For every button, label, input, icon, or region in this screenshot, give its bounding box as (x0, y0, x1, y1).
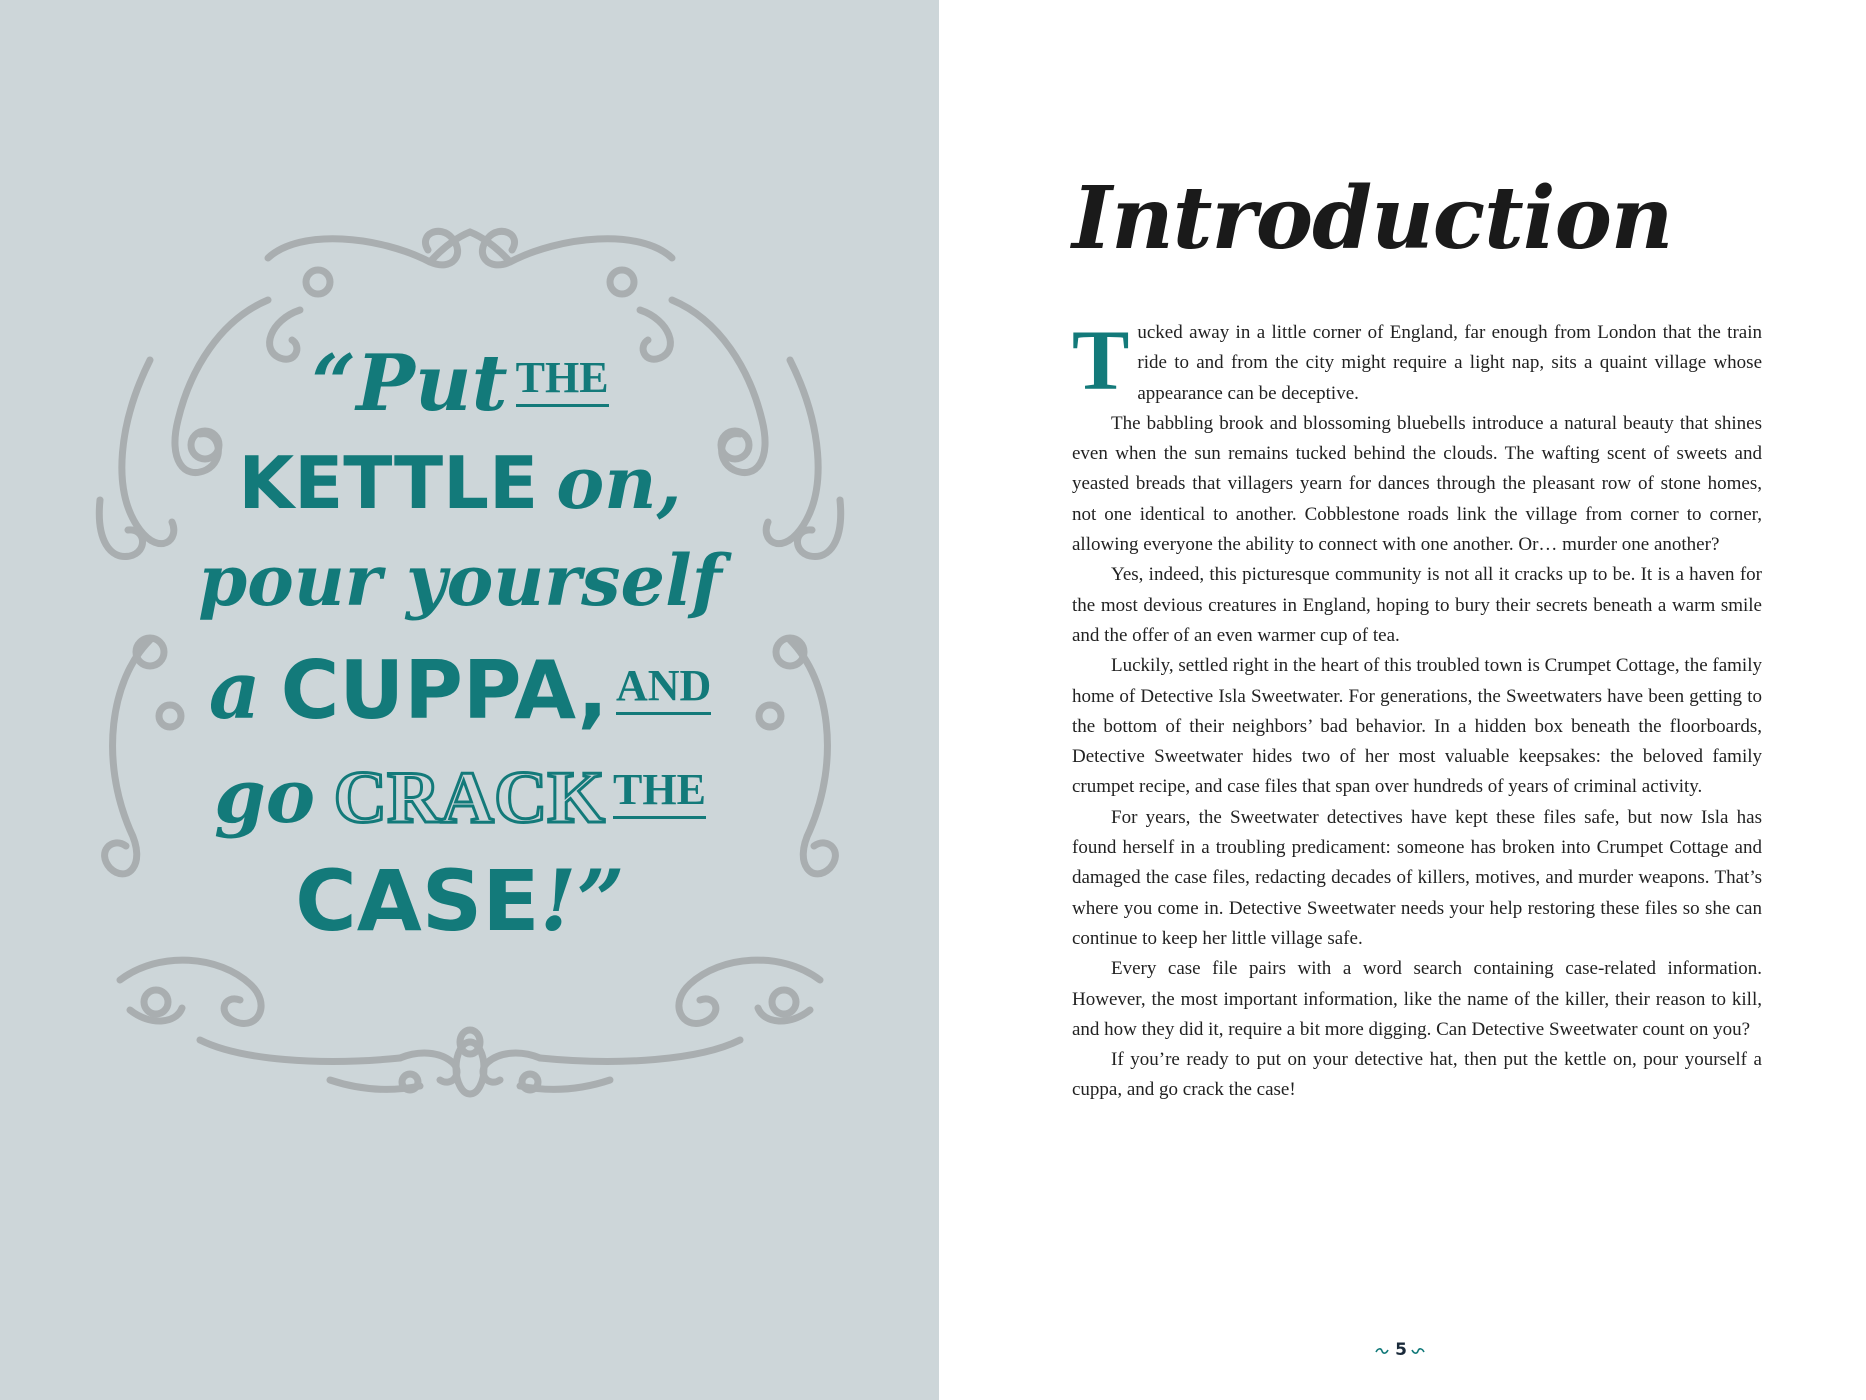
paragraph: The babbling brook and blossoming bluebells introduce a natural beauty that shines even when the sun remains tucked behind the clouds. The wafting scent of sweets and yeasted breads that villagers yearn for dances through the pleasant row of stone homes, not one identical to another. Cobblestone roads link the village from corner to corner, allowing everyone the ability to connect with one another. Or… murder one another? (1072, 412, 1762, 556)
quote-text: a (208, 643, 261, 737)
drop-cap: T (1072, 312, 1130, 408)
paragraph: Every case file pairs with a word search containing case-related information. However, the most important information, like the name of the killer, their reason to kill, and how they did it, require a bit more digging. Can Detective Sweetwater count on you? (1072, 958, 1762, 1040)
swirl-ornament-icon (1411, 1347, 1425, 1355)
quote-line-4 (150, 643, 770, 737)
paragraph: For years, the Sweetwater detectives have kept these files safe, but now Isla has found herself in a troubling predicament: someone has broken into Crumpet Cottage and damaged the case files, redacting decades of killers, motives, and murder weapons. That’s where you come in. Detective Sweetwater needs your help restoring these files so she can continue to keep her little village safe. (1072, 806, 1762, 949)
paragraph-text: ucked away in a little corner of England, far enough from London that the train ride to and from the city might require a light nap, sits a quaint village whose appearance can be deceptive. (1137, 322, 1762, 404)
paragraph (1072, 312, 1762, 409)
paragraph: If you’re ready to put on your detective hat, then put the kettle on, pour yourself a cuppa, and go crack the case! (1072, 1049, 1762, 1101)
quote-line-5 (150, 754, 770, 840)
quote-text: !” (539, 851, 625, 950)
quote-text: THE (613, 765, 706, 819)
page-title: Introduction (1072, 168, 1673, 269)
quote-text: CUPPA, (280, 644, 608, 737)
quote-text: KETTLE (238, 441, 539, 525)
quote-text: “Put (311, 338, 508, 429)
quote-text: CRACK (333, 757, 605, 839)
introduction-body (1072, 312, 1762, 1106)
quote-text: on, (556, 440, 682, 525)
quote-line-6 (150, 851, 770, 950)
pull-quote (150, 338, 770, 950)
quote-text: go (214, 754, 316, 840)
quote-line-3 (150, 539, 770, 622)
quote-text: AND (616, 661, 711, 715)
page-number: 5 (1395, 1340, 1407, 1360)
quote-line-2 (150, 440, 770, 525)
quote-line-1 (150, 338, 770, 429)
paragraph: Yes, indeed, this picturesque community is not all it cracks up to be. It is a haven for the most devious creatures in England, hoping to bury their secrets beneath a warm smile and the offer of an even warmer cup of tea. (1072, 564, 1762, 646)
quote-text: THE (516, 353, 609, 407)
paragraph: Luckily, settled right in the heart of this troubled town is Crumpet Cottage, the family home of Detective Isla Sweetwater. For generations, the Sweetwaters have been getting to the bottom of their neighbors’ bad behavior. In a hidden box beneath the floorboards, Detective Sweetwater hides two of her most valuable keepsakes: the beloved family crumpet recipe, and case files that span over hundreds of years of criminal activity. (1072, 655, 1762, 798)
quote-text: pour yourself (198, 539, 722, 622)
quote-text: CASE (295, 852, 540, 950)
